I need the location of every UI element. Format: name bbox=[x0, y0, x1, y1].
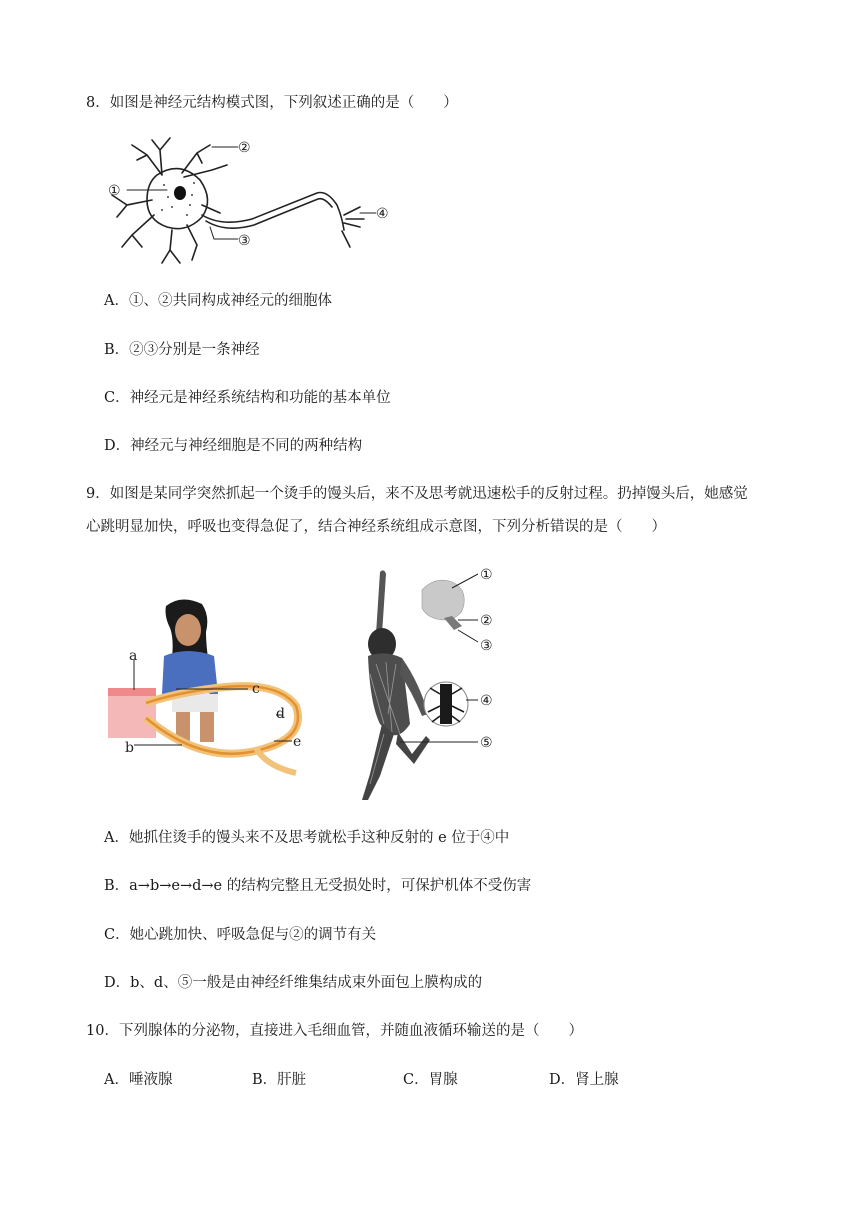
reflex-label-e: e bbox=[293, 734, 302, 750]
q10-option-c: C．胃腺 bbox=[403, 1072, 458, 1088]
neuron-label-4: ④ bbox=[376, 206, 389, 222]
question-8-stem: 8．如图是神经元结构模式图，下列叙述正确的是（ ） bbox=[86, 95, 458, 111]
q10-option-a: A．唾液腺 bbox=[104, 1072, 173, 1088]
q9-option-d: D．b、d、⑤一般是由神经纤维集结成束外面包上膜构成的 bbox=[104, 975, 483, 991]
body-label-5: ⑤ bbox=[480, 735, 493, 751]
reflex-label-c: c bbox=[252, 681, 260, 697]
neuron-label-1: ① bbox=[108, 183, 121, 199]
neuron-label-3: ③ bbox=[238, 233, 251, 249]
body-label-4: ④ bbox=[480, 693, 493, 709]
q10-option-d: D．肾上腺 bbox=[549, 1072, 619, 1088]
body-label-2: ② bbox=[480, 613, 493, 629]
reflex-arc-figure bbox=[106, 598, 321, 778]
q9-option-a: A．她抓住烫手的馒头来不及思考就松手这种反射的 e 位于④中 bbox=[104, 830, 510, 846]
question-10-stem: 10．下列腺体的分泌物，直接进入毛细血管，并随血液循环输送的是（ ） bbox=[86, 1023, 583, 1039]
nervous-system-figure bbox=[340, 564, 500, 804]
q8-option-b: B．②③分别是一条神经 bbox=[104, 342, 260, 358]
question-9-stem-line1: 9．如图是某同学突然抓起一个烫手的馒头后，来不及思考就迅速松手的反射过程。扔掉馒头后，她感觉 bbox=[86, 486, 748, 502]
q8-option-a: A．①、②共同构成神经元的细胞体 bbox=[104, 293, 332, 309]
reflex-label-d: d bbox=[276, 706, 285, 722]
q8-option-d: D．神经元与神经细胞是不同的两种结构 bbox=[104, 438, 363, 454]
neuron-diagram bbox=[102, 135, 392, 270]
q10-option-b: B．肝脏 bbox=[252, 1072, 307, 1088]
body-label-3: ③ bbox=[480, 638, 493, 654]
q9-option-c: C．她心跳加快、呼吸急促与②的调节有关 bbox=[104, 927, 377, 943]
question-9-stem-line2: 心跳明显加快，呼吸也变得急促了，结合神经系统组成示意图，下列分析错误的是（ ） bbox=[86, 519, 666, 535]
reflex-label-a: a bbox=[129, 648, 138, 664]
body-label-1: ① bbox=[480, 567, 493, 583]
neuron-label-2: ② bbox=[238, 140, 251, 156]
q8-option-c: C．神经元是神经系统结构和功能的基本单位 bbox=[104, 390, 391, 406]
q9-option-b: B．a→b→e→d→e 的结构完整且无受损处时，可保护机体不受伤害 bbox=[104, 878, 532, 894]
reflex-label-b: b bbox=[125, 740, 134, 756]
